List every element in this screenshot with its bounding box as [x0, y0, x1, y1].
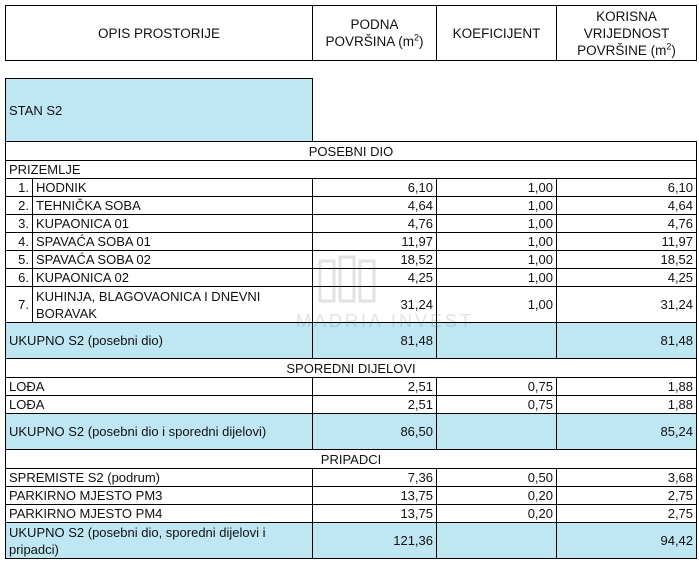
room-name: KUPAONICA 01 [33, 215, 313, 233]
total-area: 81,48 [313, 323, 437, 359]
room-useful-area: 4,25 [557, 269, 697, 287]
item-coefficient: 0,75 [437, 378, 557, 396]
room-row [6, 197, 697, 215]
total-label: UKUPNO S2 (posebni dio, sporedni dijelovi i pripadci) [6, 523, 313, 559]
room-area: 31,24 [313, 287, 437, 323]
item-coefficient: 0,20 [437, 487, 557, 505]
room-name: SPAVAĆA SOBA 01 [33, 233, 313, 251]
item-name: SPREMISTE S2 (podrum) [6, 469, 313, 487]
room-area: 6,10 [313, 179, 437, 197]
total-coefficient [437, 414, 557, 450]
header-coefficient: KOEFICIJENT [437, 6, 557, 61]
item-area: 13,75 [313, 505, 437, 523]
total-useful-area: 81,48 [557, 323, 697, 359]
item-useful-area: 3,68 [557, 469, 697, 487]
item-useful-area: 2,75 [557, 487, 697, 505]
room-row [6, 179, 697, 197]
section-posebni-dio: POSEBNI DIO [6, 142, 697, 161]
item-useful-area: 1,88 [557, 378, 697, 396]
item-coefficient: 0,50 [437, 469, 557, 487]
item-name: LOĐA [6, 396, 313, 414]
section-row [6, 142, 697, 161]
item-row [6, 487, 697, 505]
item-row [6, 378, 697, 396]
item-area: 13,75 [313, 487, 437, 505]
total-useful-area: 94,42 [557, 523, 697, 559]
section-row [6, 359, 697, 378]
room-area: 4,64 [313, 197, 437, 215]
total-label: UKUPNO S2 (posebni dio) [6, 323, 313, 359]
total-coefficient [437, 523, 557, 559]
room-number: 7. [6, 287, 33, 323]
room-useful-area: 18,52 [557, 251, 697, 269]
room-area: 18,52 [313, 251, 437, 269]
room-row [6, 215, 697, 233]
room-row [6, 269, 697, 287]
room-row [6, 233, 697, 251]
room-coefficient: 1,00 [437, 287, 557, 323]
room-coefficient: 1,00 [437, 233, 557, 251]
room-useful-area: 4,64 [557, 197, 697, 215]
item-useful-area: 1,88 [557, 396, 697, 414]
room-name: KUHINJA, BLAGOVAONICA I DNEVNI BORAVAK [33, 287, 313, 323]
item-row [6, 469, 697, 487]
section-pripadci: PRIPADCI [6, 450, 697, 469]
total-label: UKUPNO S2 (posebni dio i sporedni dijelovi) [6, 414, 313, 450]
room-useful-area: 4,76 [557, 215, 697, 233]
room-name: KUPAONICA 02 [33, 269, 313, 287]
room-name: HODNIK [33, 179, 313, 197]
room-number: 5. [6, 251, 33, 269]
item-name: PARKIRNO MJESTO PM4 [6, 505, 313, 523]
room-area: 4,25 [313, 269, 437, 287]
room-number: 3. [6, 215, 33, 233]
room-coefficient: 1,00 [437, 197, 557, 215]
section-prizemlje: PRIZEMLJE [6, 161, 697, 179]
item-name: LOĐA [6, 378, 313, 396]
item-useful-area: 2,75 [557, 505, 697, 523]
section-row [6, 161, 697, 179]
item-area: 2,51 [313, 378, 437, 396]
header-useful-area: KORISNA VRIJEDNOST POVRŠINE $(m^2)$ [557, 6, 697, 61]
room-area: 11,97 [313, 233, 437, 251]
room-area: 4,76 [313, 215, 437, 233]
room-useful-area: 11,97 [557, 233, 697, 251]
total-area: 121,36 [313, 523, 437, 559]
total-row [6, 323, 697, 359]
room-name: SPAVAĆA SOBA 02 [33, 251, 313, 269]
room-number: 2. [6, 197, 33, 215]
total-useful-area: 85,24 [557, 414, 697, 450]
header-floor-area: PODNA POVRŠINA $(m^2)$ [313, 6, 437, 61]
room-coefficient: 1,00 [437, 215, 557, 233]
room-number: 6. [6, 269, 33, 287]
section-row [6, 450, 697, 469]
unit-title-row [6, 79, 697, 142]
room-number: 4. [6, 233, 33, 251]
total-coefficient [437, 323, 557, 359]
room-row [6, 287, 697, 323]
total-area: 86,50 [313, 414, 437, 450]
total-row [6, 414, 697, 450]
room-number: 1. [6, 179, 33, 197]
item-coefficient: 0,20 [437, 505, 557, 523]
item-area: 7,36 [313, 469, 437, 487]
room-coefficient: 1,00 [437, 179, 557, 197]
section-sporedni-dijelovi: SPOREDNI DIJELOVI [6, 359, 697, 378]
main-table [5, 78, 697, 559]
item-name: PARKIRNO MJESTO PM3 [6, 487, 313, 505]
unit-title: STAN S2 [6, 79, 313, 142]
room-useful-area: 31,24 [557, 287, 697, 323]
item-row [6, 505, 697, 523]
room-coefficient: 1,00 [437, 269, 557, 287]
room-coefficient: 1,00 [437, 251, 557, 269]
item-coefficient: 0,75 [437, 396, 557, 414]
room-row [6, 251, 697, 269]
watermark-text: MADRIA INVEST [295, 311, 475, 331]
item-row [6, 396, 697, 414]
room-useful-area: 6,10 [557, 179, 697, 197]
room-name: TEHNIČKA SOBA [33, 197, 313, 215]
item-area: 2,51 [313, 396, 437, 414]
header-table [5, 5, 697, 61]
total-row [6, 523, 697, 559]
header-description: OPIS PROSTORIJE [6, 6, 313, 61]
